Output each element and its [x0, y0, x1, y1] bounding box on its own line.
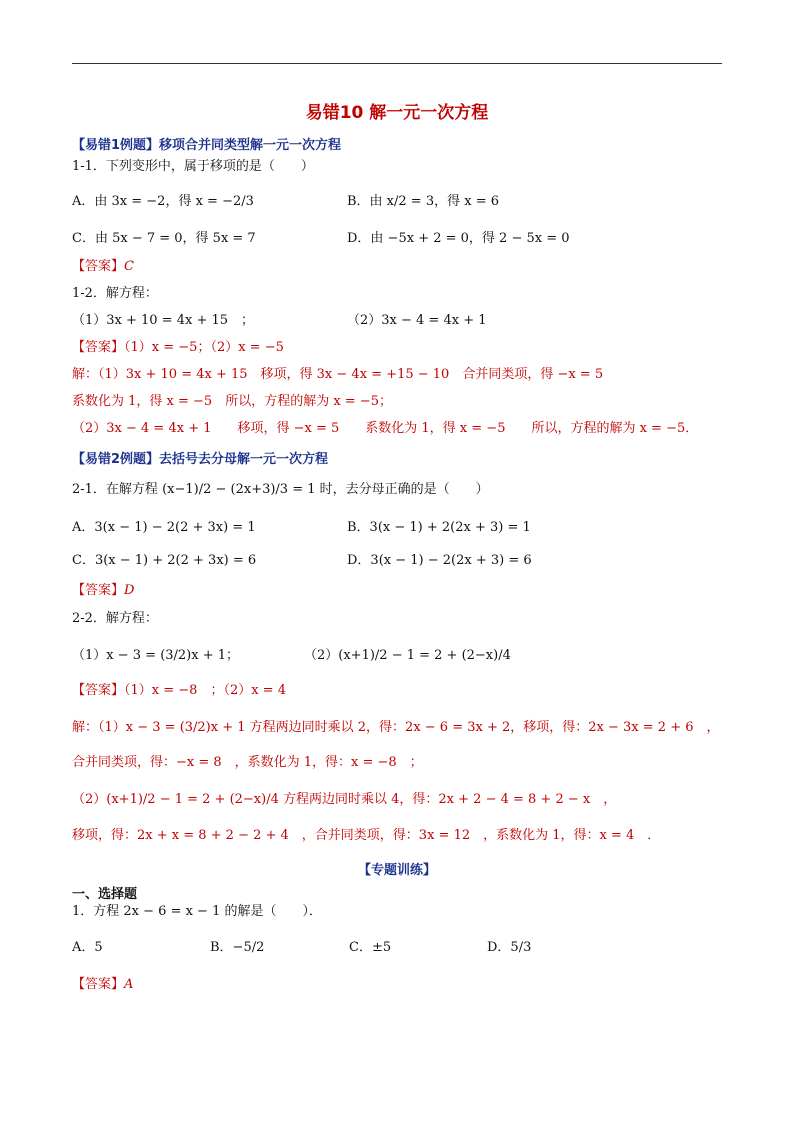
t1-answer: [72, 977, 133, 993]
q1-2-answer: [72, 340, 284, 356]
q1-1-stem: 1-1．下列变形中，属于移项的是（ ）: [72, 159, 314, 174]
q1-1-option-d: D．由 −5x + 2 = 0，得 2 − 5x = 0: [347, 231, 570, 246]
answer-value: C: [124, 259, 134, 274]
answer-label: 【答案】: [72, 583, 125, 598]
q1-2-solution-line1: 解：（1）3x + 10 = 4x + 15 移项，得 3x − 4x = +15 − 10 合并同类项，得 −x = 5: [72, 367, 604, 382]
answer-label: 【答案】: [72, 683, 125, 698]
q2-2-solution-line2: 合并同类项，得：−x = 8 ，系数化为 1，得：x = −8 ；: [72, 755, 423, 770]
answer-value: D: [124, 583, 135, 598]
q1-2-part1: （1）3x + 10 = 4x + 15 ；: [72, 313, 255, 328]
example2-heading: 【易错2例题】去括号去分母解一元一次方程: [72, 452, 329, 467]
header-rule: [72, 63, 722, 64]
q2-1-answer: [72, 583, 134, 599]
t1-option-b: B．−5/2: [210, 940, 265, 955]
section-title: 一、选择题: [72, 887, 138, 902]
q2-2-answer: [72, 683, 286, 699]
q2-1-stem: 2-1．在解方程 (x−1)/2 − (2x+3)/3 = 1 时，去分母正确的是（ ）: [72, 482, 489, 497]
q2-1-option-a: A．3(x − 1) − 2(2 + 3x) = 1: [72, 520, 256, 535]
q1-2-solution-line3: （2）3x − 4 = 4x + 1 移项，得 −x = 5 系数化为 1，得 x = −5 所以，方程的解为 x = −5．: [72, 421, 699, 436]
q2-1-option-b: B．3(x − 1) + 2(2x + 3) = 1: [347, 520, 531, 535]
answer-value: （1）x = −8 ；（2）x = 4: [124, 683, 286, 698]
q1-2-stem: 1-2．解方程：: [72, 286, 158, 301]
page-title: 易错10 解一元一次方程: [305, 103, 489, 123]
example1-heading: 【易错1例题】移项合并同类型解一元一次方程: [72, 138, 342, 153]
q1-2-part2: （2）3x − 4 = 4x + 1: [347, 313, 487, 328]
q2-2-part2: （2）(x+1)/2 − 1 = 2 + (2−x)/4: [304, 648, 511, 663]
t1-option-c: C．±5: [349, 940, 392, 955]
answer-value: （1）x = −5；（2）x = −5: [124, 340, 284, 355]
q2-2-solution-line4: 移项，得：2x + x = 8 + 2 − 2 + 4 ，合并同类项，得：3x = 12 ，系数化为 1，得：x = 4 ．: [72, 828, 661, 843]
t1-stem: 1．方程 2x − 6 = x − 1 的解是（ ）．: [72, 904, 322, 919]
answer-value: A: [124, 977, 134, 992]
q1-2-solution-line2: 系数化为 1，得 x = −5 所以，方程的解为 x = −5；: [72, 394, 392, 409]
t1-option-d: D．5/3: [487, 940, 532, 955]
answer-label: 【答案】: [72, 977, 125, 992]
q1-1-answer: [72, 259, 134, 275]
answer-label: 【答案】: [72, 259, 125, 274]
answer-label: 【答案】: [72, 340, 125, 355]
t1-option-a: A．5: [72, 940, 103, 955]
q1-1-option-b: B．由 x/2 = 3，得 x = 6: [347, 194, 499, 209]
q2-2-stem: 2-2．解方程：: [72, 611, 158, 626]
q1-1-option-c: C．由 5x − 7 = 0，得 5x = 7: [72, 231, 256, 246]
q2-1-option-c: C．3(x − 1) + 2(2 + 3x) = 6: [72, 553, 257, 568]
q2-2-solution-line3: （2）(x+1)/2 − 1 = 2 + (2−x)/4 方程两边同时乘以 4，得：2x + 2 − 4 = 8 + 2 − x ，: [72, 792, 617, 807]
training-heading: 【专题训练】: [357, 863, 436, 878]
q1-1-option-a: A．由 3x = −2，得 x = −2/3: [72, 194, 254, 209]
q2-2-solution-line1: 解：（1）x − 3 = (3/2)x + 1 方程两边同时乘以 2，得：2x − 6 = 3x + 2，移项，得：2x − 3x = 2 + 6 ，: [72, 720, 720, 735]
q2-1-option-d: D．3(x − 1) − 2(2x + 3) = 6: [347, 553, 532, 568]
q2-2-part1: （1）x − 3 = (3/2)x + 1；: [72, 648, 240, 663]
